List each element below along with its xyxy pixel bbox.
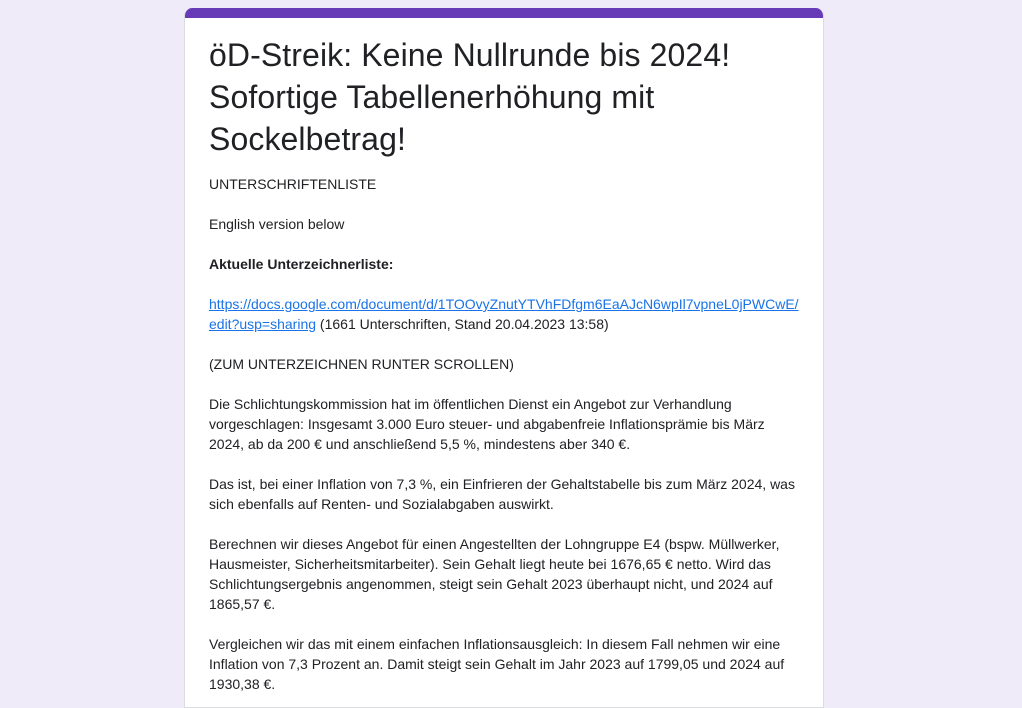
form-header-card	[184, 8, 824, 708]
scroll-to-sign-note: (ZUM UNTERZEICHNEN RUNTER SCROLLEN)	[209, 356, 514, 372]
description-paragraph: Die Schlichtungskommission hat im öffentlichen Dienst ein Angebot zur Verhandlung vorgeschlagen: Insgesamt 3.000 Euro steuer- und abgabenfreie Inflationsprämie bis März 2024, ab da 200 € und anschließend 5,5 %, mindestens aber 340 €.	[209, 396, 765, 452]
signers-document-link[interactable]: https://docs.google.com/document/d/1TOOvyZnutYTVhFDfgm6EaAJcN6wpIl7vpneL0jPWCwE/edit?usp=sharing	[209, 296, 799, 332]
english-version-note: English version below	[209, 216, 345, 232]
signers-link-paragraph	[209, 294, 799, 334]
signers-heading: Aktuelle Unterzeichnerliste:	[209, 256, 394, 272]
description-paragraph: Berechnen wir dieses Angebot für einen Angestellten der Lohngruppe E4 (bspw. Müllwerker, Hausmeister, Sicherheitsmitarbeiter). Sein Gehalt liegt heute bei 1676,65 € netto. Wird das Schlichtungsergebnis angenommen, steigt sein Gehalt 2023 überhaupt nicht, und 2024 auf 1865,57 €.	[209, 536, 780, 612]
signers-status-text: (1661 Unterschriften, Stand 20.04.2023 13:58)	[316, 316, 609, 332]
form-title: öD-Streik: Keine Nullrunde bis 2024! Sofortige Tabellenerhöhung mit Sockelbetrag!	[209, 37, 731, 157]
description-paragraph: Vergleichen wir das mit einem einfachen Inflationsausgleich: In diesem Fall nehmen wir eine Inflation von 7,3 Prozent an. Damit steigt sein Gehalt im Jahr 2023 auf 1799,05 und 2024 auf 1930,38 €.	[209, 636, 785, 692]
form-subtitle: UNTERSCHRIFTENLISTE	[209, 176, 377, 192]
form-description	[185, 18, 823, 694]
description-paragraph: Das ist, bei einer Inflation von 7,3 %, ein Einfrieren der Gehaltstabelle bis zum März 2024, was sich ebenfalls auf Renten- und Sozialabgaben auswirkt.	[209, 476, 795, 512]
form-accent-bar	[185, 8, 823, 18]
